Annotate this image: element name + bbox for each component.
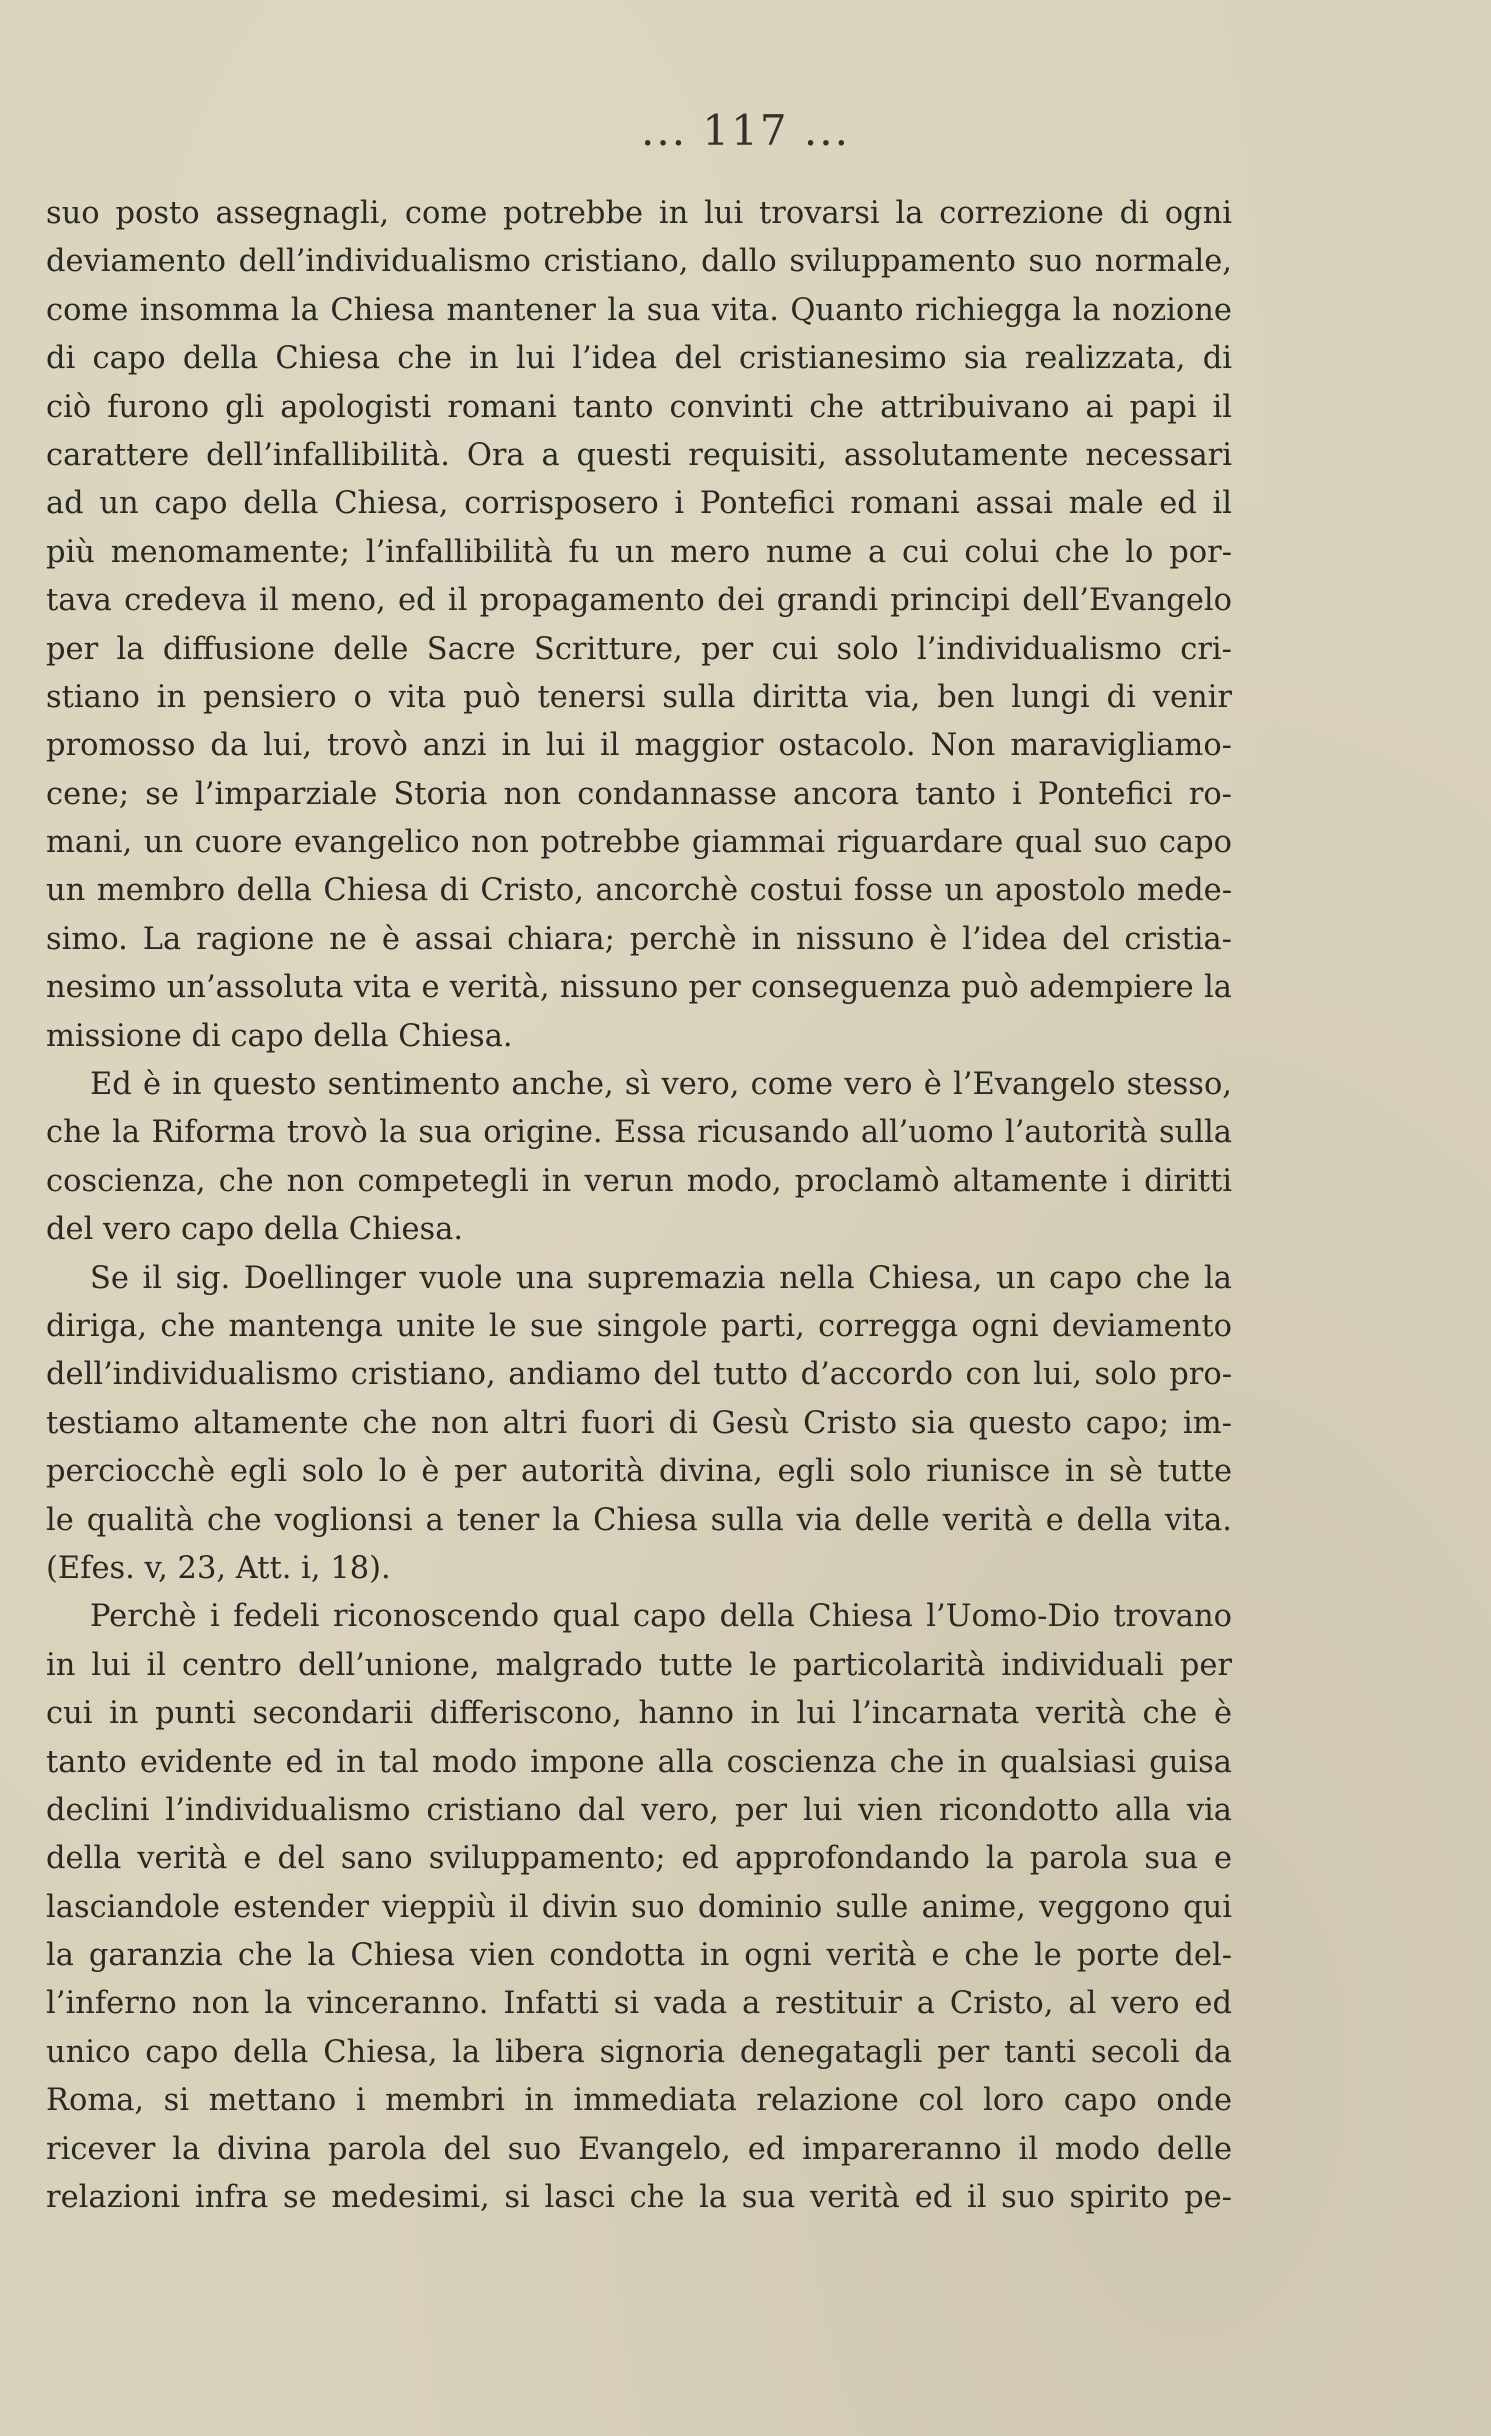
text-line: per la diffusione delle Sacre Scritture, per cui solo l’individualismo cri- (46, 631, 1232, 667)
text-line: stiano in pensiero o vita può tenersi sulla diritta via, ben lungi di venir (46, 679, 1232, 715)
text-line: del vero capo della Chiesa. (46, 1212, 464, 1248)
text-line: perciocchè egli solo lo è per autorità divina, egli solo riunisce in sè tutte (46, 1454, 1232, 1490)
text-line: cui in punti secondarii differiscono, hanno in lui l’incarnata verità che è (46, 1696, 1232, 1732)
text-line: un membro della Chiesa di Cristo, ancorchè costui fosse un apostolo mede- (46, 873, 1232, 909)
text-line: declini l’individualismo cristiano dal vero, per lui vien ricondotto alla via (46, 1792, 1232, 1828)
body-text (46, 190, 1232, 2222)
text-line: promosso da lui, trovò anzi in lui il maggior ostacolo. Non maravigliamo- (46, 728, 1232, 764)
page-number: ... 117 ... (641, 106, 850, 155)
text-line: dell’individualismo cristiano, andiamo del tutto d’accordo con lui, solo pro- (46, 1357, 1232, 1393)
text-line: simo. La ragione ne è assai chiara; perchè in nissuno è l’idea del cristia- (46, 921, 1232, 957)
text-line: Roma, si mettano i membri in immediata relazione col loro capo onde (46, 2083, 1232, 2119)
text-line: carattere dell’infallibilità. Ora a questi requisiti, assolutamente necessari (46, 437, 1232, 473)
text-line: cene; se l’imparziale Storia non condannasse ancora tanto i Pontefici ro- (46, 776, 1232, 812)
text-line: tava credeva il meno, ed il propagamento dei grandi principi dell’Evangelo (46, 583, 1232, 619)
text-line: in lui il centro dell’unione, malgrado tutte le particolarità individuali per (46, 1647, 1232, 1683)
text-line: che la Riforma trovò la sua origine. Essa ricusando all’uomo l’autorità sulla (46, 1115, 1232, 1151)
text-line: di capo della Chiesa che in lui l’idea del cristianesimo sia realizzata, di (46, 341, 1232, 377)
text-line: ricever la divina parola del suo Evangelo, ed impareranno il modo delle (46, 2131, 1232, 2167)
text-line: missione di capo della Chiesa. (46, 1018, 513, 1054)
text-line: l’inferno non la vinceranno. Infatti si vada a restituir a Cristo, al vero ed (46, 1986, 1232, 2022)
text-line: ciò furono gli apologisti romani tanto convinti che attribuivano ai papi il (46, 389, 1232, 425)
text-line: relazioni infra se medesimi, si lasci che la sua verità ed il suo spirito pe- (46, 2180, 1232, 2216)
text-line: come insomma la Chiesa mantener la sua vita. Quanto richiegga la nozione (46, 292, 1232, 328)
text-line: lasciandole estender vieppiù il divin suo dominio sulle anime, veggono qui (46, 1889, 1232, 1925)
text-line: ad un capo della Chiesa, corrisposero i Pontefici romani assai male ed il (46, 486, 1232, 522)
text-line: nesimo un’assoluta vita e verità, nissuno per conseguenza può adempiere la (46, 970, 1232, 1006)
text-line: (Efes. v, 23, Att. i, 18). (46, 1550, 391, 1586)
text-line: testiamo altamente che non altri fuori di Gesù Cristo sia questo capo; im- (46, 1405, 1232, 1441)
text-line: unico capo della Chiesa, la libera signoria denegatagli per tanti secoli da (46, 2034, 1232, 2070)
text-line: Se il sig. Doellinger vuole una supremazia nella Chiesa, un capo che la (90, 1260, 1232, 1296)
text-line: Perchè i fedeli riconoscendo qual capo della Chiesa l’Uomo-Dio trovano (90, 1599, 1232, 1635)
text-line: tanto evidente ed in tal modo impone alla coscienza che in qualsiasi guisa (46, 1744, 1232, 1780)
text-line: mani, un cuore evangelico non potrebbe giammai riguardare qual suo capo (46, 825, 1232, 861)
text-line: diriga, che mantenga unite le sue singole parti, corregga ogni deviamento (46, 1308, 1232, 1344)
text-line: più menomamente; l’infallibilità fu un mero nume a cui colui che lo por- (46, 534, 1232, 570)
text-line: deviamento dell’individualismo cristiano, dallo sviluppamento suo normale, (46, 244, 1232, 280)
text-line: la garanzia che la Chiesa vien condotta in ogni verità e che le porte del- (46, 1938, 1232, 1974)
text-line: le qualità che voglionsi a tener la Chiesa sulla via delle verità e della vita. (46, 1502, 1232, 1538)
text-line: della verità e del sano sviluppamento; ed approfondando la parola sua e (46, 1841, 1232, 1877)
text-line: suo posto assegnagli, come potrebbe in lui trovarsi la correzione di ogni (46, 196, 1232, 231)
text-line: coscienza, che non competegli in verun modo, proclamò altamente i diritti (46, 1163, 1232, 1199)
text-line: Ed è in questo sentimento anche, sì vero, come vero è l’Evangelo stesso, (90, 1067, 1232, 1103)
